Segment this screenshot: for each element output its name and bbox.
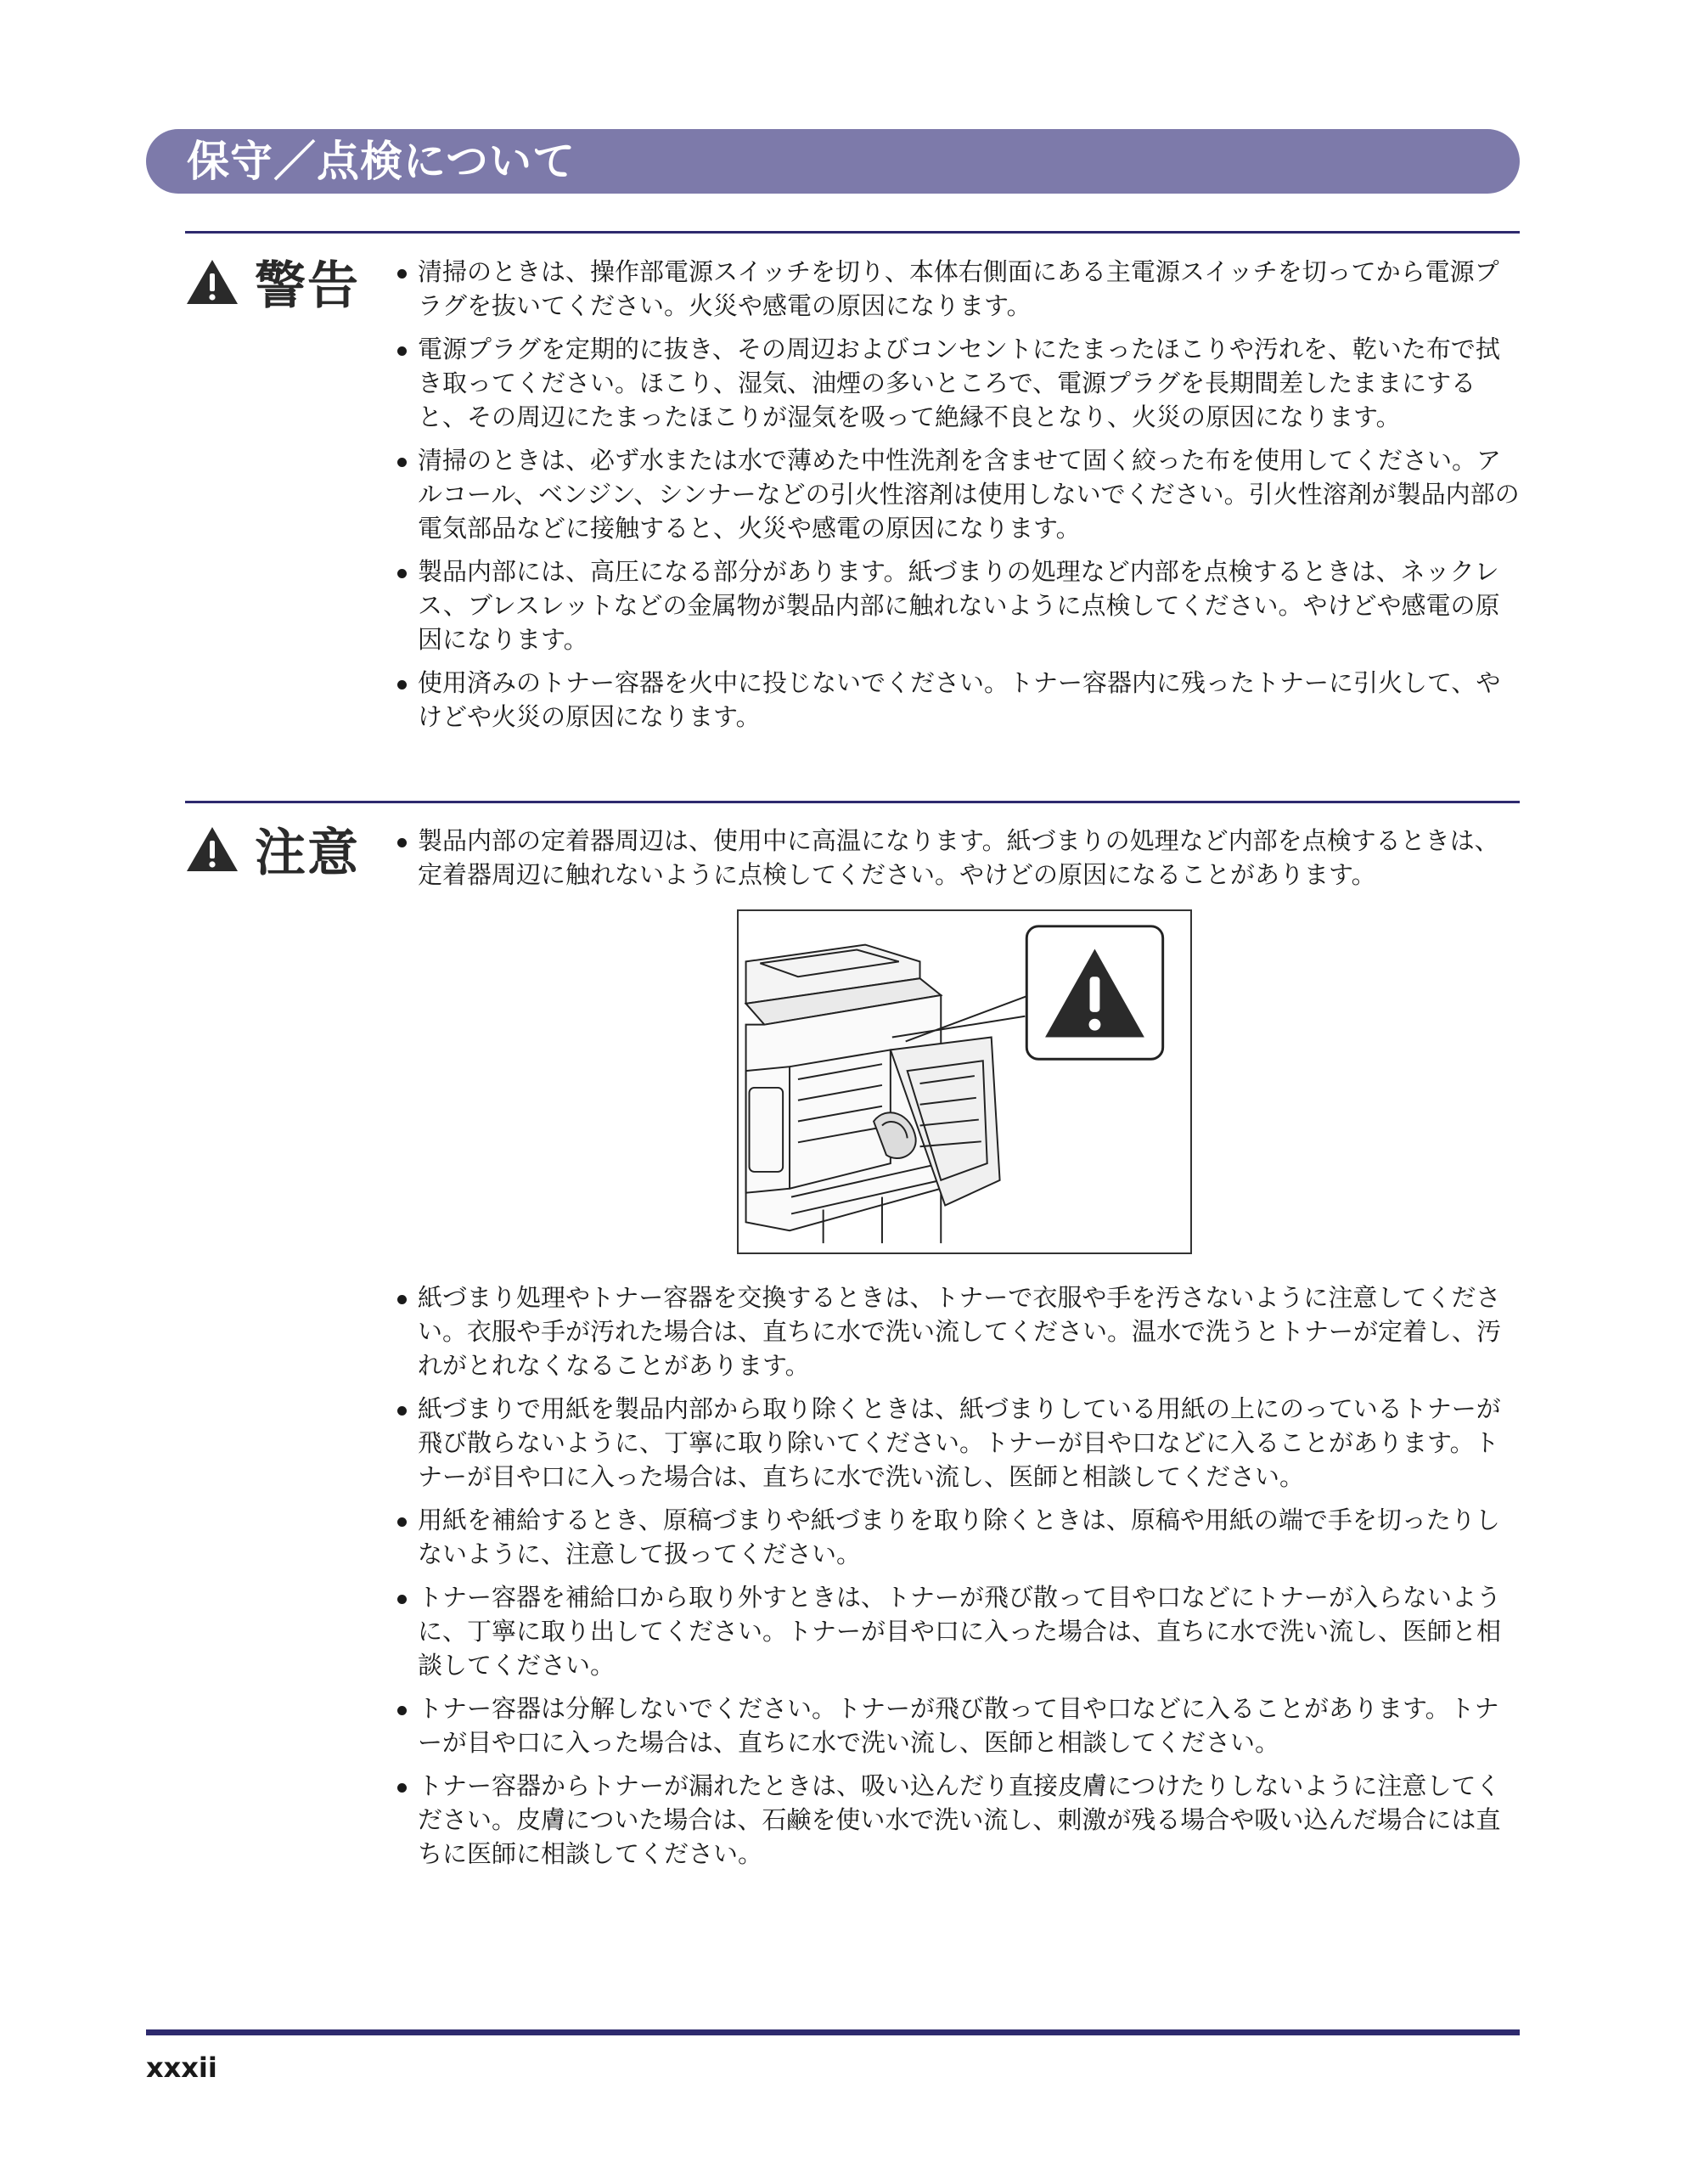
warning-divider xyxy=(185,231,1520,234)
caution-label: 注意 xyxy=(255,824,360,883)
bullet-item: トナー容器からトナーが漏れたときは、吸い込んだり直接皮膚につけたりしないように注意してください。皮膚についた場合は、石鹸を使い水で洗い流し、刺激が残る場合や吸い込んだ場合には直ちに医師に相談してください。 xyxy=(392,1769,1521,1871)
bullet-item: 電源プラグを定期的に抜き、その周辺およびコンセントにたまったほこりや汚れを、乾いた布で拭き取ってください。ほこり、湿気、油煙の多いところで、電源プラグを長期間差したままにすると、その周辺にたまったほこりが湿気を吸って絶縁不良となり、火災の原因になります。 xyxy=(392,332,1521,434)
caution-list xyxy=(392,824,1521,901)
bullet-item: 清掃のときは、必ず水または水で薄めた中性洗剤を含ませて固く絞った布を使用してください。アルコール、ベンジン、シンナーなどの引火性溶剤は使用しないでください。引火性溶剤が製品内部の電気部品などに接触すると、火災や感電の原因になります。 xyxy=(392,443,1521,545)
warning-label: 警告 xyxy=(255,256,360,316)
warning-heading xyxy=(185,248,360,316)
copier-hot-area-illustration xyxy=(737,909,1192,1254)
page-number: xxxii xyxy=(146,2052,217,2084)
bullet-item: 紙づまりで用紙を製品内部から取り除くときは、紙づまりしている用紙の上にのっているトナーが飛び散らないように、丁寧に取り除いてください。トナーが目や口などに入ることがあります。トナーが目や口に入った場合は、直ちに水で洗い流し、医師と相談してください。 xyxy=(392,1392,1521,1494)
footer-divider xyxy=(146,2029,1520,2035)
bullet-item: 紙づまり処理やトナー容器を交換するときは、トナーで衣服や手を汚さないように注意してください。衣服や手が汚れた場合は、直ちに水で洗い流してください。温水で洗うとトナーが定着し、汚れがとれなくなることがあります。 xyxy=(392,1281,1521,1382)
bullet-item: 用紙を補給するとき、原稿づまりや紙づまりを取り除くときは、原稿や用紙の端で手を切ったりしないように、注意して扱ってください。 xyxy=(392,1503,1521,1571)
warning-triangle-icon xyxy=(185,257,239,307)
bullet-item: 使用済みのトナー容器を火中に投じないでください。トナー容器内に残ったトナーに引火して、やけどや火災の原因になります。 xyxy=(392,666,1521,734)
bullet-item: トナー容器を補給口から取り外すときは、トナーが飛び散って目や口などにトナーが入らないように、丁寧に取り出してください。トナーが目や口に入った場合は、直ちに水で洗い流し、医師と相談してください。 xyxy=(392,1580,1521,1682)
caution-divider xyxy=(185,801,1520,803)
caution-list-continued xyxy=(392,1281,1521,1880)
bullet-item: トナー容器は分解しないでください。トナーが飛び散って目や口などに入ることがあります。トナーが目や口に入った場合は、直ちに水で洗い流し、医師と相談してください。 xyxy=(392,1691,1521,1759)
warning-list xyxy=(392,255,1521,743)
bullet-item: 製品内部には、高圧になる部分があります。紙づまりの処理など内部を点検するときは、ネックレス、ブレスレットなどの金属物が製品内部に触れないように点検してください。やけどや感電の原因になります。 xyxy=(392,554,1521,656)
section-title-bar xyxy=(146,129,1520,194)
caution-triangle-icon xyxy=(185,825,239,874)
bullet-item: 製品内部の定着器周辺は、使用中に高温になります。紙づまりの処理など内部を点検するときは、定着器周辺に触れないように点検してください。やけどの原因になることがあります。 xyxy=(392,824,1521,892)
bullet-item: 清掃のときは、操作部電源スイッチを切り、本体右側面にある主電源スイッチを切ってから電源プラグを抜いてください。火災や感電の原因になります。 xyxy=(392,255,1521,323)
copier-illustration xyxy=(739,911,1190,1252)
caution-heading xyxy=(185,815,360,883)
page-title: 保守／点検について xyxy=(187,137,576,186)
